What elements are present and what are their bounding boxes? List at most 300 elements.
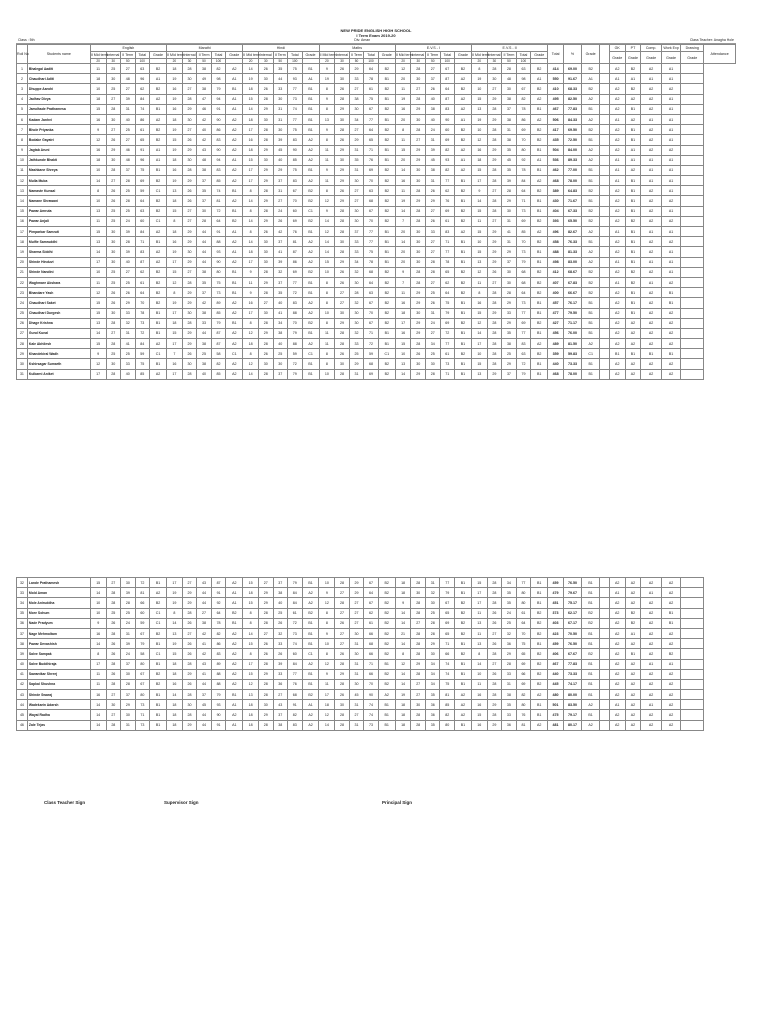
subject-header: Hindi	[243, 45, 319, 52]
mark-cell: B1	[378, 247, 395, 257]
mark-cell: 29	[502, 298, 517, 308]
attendance	[681, 74, 704, 84]
mark-cell: 29	[182, 298, 197, 308]
table-row	[17, 84, 736, 94]
mark-cell: B1	[378, 710, 395, 720]
mark-cell: 31	[425, 578, 440, 588]
mark-cell: A2	[226, 114, 243, 124]
mark-cell: 8	[243, 186, 259, 196]
mark-cell: 73	[440, 359, 455, 369]
percentage: 66.67	[563, 288, 581, 298]
sub-column-header: II Term	[274, 53, 286, 57]
spacer-cell	[600, 618, 610, 628]
mark-cell: 28	[487, 298, 502, 308]
mark-cell: B2	[455, 125, 472, 135]
mark-cell: 96	[135, 155, 150, 165]
spacer-cell	[600, 237, 610, 247]
table-row	[17, 257, 736, 267]
overall-grade: B2	[582, 288, 600, 298]
mark-cell: 27	[425, 247, 440, 257]
mark-cell: 27	[182, 125, 197, 135]
mark-cell: 16	[395, 328, 411, 338]
mark-cell: A1	[226, 247, 243, 257]
extra-grade: A2	[609, 649, 625, 659]
mark-cell: 19	[167, 176, 183, 186]
mark-cell: B2	[378, 298, 395, 308]
mark-cell: 71	[135, 710, 150, 720]
mark-cell: 29	[258, 277, 273, 287]
mark-cell: B2	[454, 608, 471, 618]
mark-cell: 70	[288, 196, 303, 206]
student-name: Bodake Gayatri	[27, 135, 90, 145]
mark-cell: B1	[531, 588, 548, 598]
mark-cell: 43	[197, 578, 212, 588]
mark-cell: B1	[302, 227, 319, 237]
mark-cell: 36	[502, 639, 517, 649]
percentage: 72.50	[563, 135, 581, 145]
overall-grade: B1	[582, 639, 600, 649]
mark-cell: 11	[319, 679, 335, 689]
mark-cell: 15	[243, 94, 259, 104]
extra-grade: A2	[609, 659, 625, 669]
mark-cell: 28	[411, 710, 426, 720]
mark-cell: 77	[288, 669, 303, 679]
mark-cell: 74	[364, 710, 379, 720]
mark-cell: 27	[259, 578, 274, 588]
mark-cell: 14	[395, 669, 411, 679]
mark-cell: B2	[378, 206, 395, 216]
mark-cell: 73	[135, 318, 150, 328]
mark-cell: 14	[395, 679, 411, 689]
mark-cell: 29	[182, 257, 197, 267]
sub-column-header: II Mid term	[319, 53, 337, 57]
mark-cell: 29	[502, 649, 517, 659]
mark-cell: 30	[106, 700, 121, 710]
mark-cell: 12	[395, 64, 411, 74]
mark-cell: 8	[243, 206, 259, 216]
principal-signature: Principal Sign	[382, 800, 413, 805]
mark-cell: 40	[121, 257, 136, 267]
mark-cell: 32	[349, 298, 364, 308]
percentage: 73.33	[563, 669, 581, 679]
mark-cell: 18	[243, 710, 259, 720]
mark-cell: 43	[273, 700, 288, 710]
mark-cell: B2	[531, 267, 548, 277]
mark-cell: 29	[182, 720, 197, 730]
mark-cell: 29	[335, 145, 350, 155]
mark-cell: 32	[349, 328, 364, 338]
mark-cell: B1	[226, 267, 243, 277]
extra-grade-header: Grade	[625, 52, 641, 64]
mark-cell: 28	[487, 679, 502, 689]
mark-cell: 39	[121, 94, 136, 104]
mark-cell: B1	[454, 639, 471, 649]
sub-column-header: Total	[516, 52, 531, 59]
mark-cell: 30	[106, 247, 121, 257]
mark-cell: 63	[135, 64, 150, 74]
mark-cell: 28	[411, 608, 426, 618]
mark-cell: A2	[226, 659, 243, 669]
mark-cell: 26	[425, 84, 440, 94]
extra-grade: A2	[641, 679, 662, 689]
max-marks-cell: 100	[364, 59, 379, 64]
extra-grade: A2	[661, 588, 680, 598]
mark-cell: 82	[440, 145, 455, 155]
extra-grade: A2	[641, 669, 662, 679]
mark-cell: B2	[378, 679, 395, 689]
mark-cell: 35	[425, 720, 440, 730]
mark-cell: 18	[167, 669, 183, 679]
total-marks: 481	[548, 720, 564, 730]
mark-cell: 31	[121, 628, 136, 638]
extra-grade: B1	[625, 649, 641, 659]
mark-cell: 67	[364, 298, 379, 308]
overall-grade: A2	[582, 247, 600, 257]
mark-cell: 38	[273, 720, 288, 730]
percentage: 78.00	[563, 369, 581, 379]
mark-cell: C1	[150, 649, 167, 659]
mark-cell: 26	[273, 649, 288, 659]
mark-cell: 18	[395, 588, 411, 598]
mark-cell: 30	[502, 206, 517, 216]
spacer-cell	[600, 277, 610, 287]
mark-cell: 28	[335, 659, 350, 669]
mark-cell: 44	[197, 588, 212, 598]
mark-cell: 30	[487, 74, 502, 84]
mark-cell: 35	[273, 288, 288, 298]
mark-cell: C1	[150, 349, 167, 359]
mark-cell: 75	[135, 165, 150, 175]
mark-cell: B2	[150, 206, 167, 216]
mark-cell: 88	[288, 308, 303, 318]
overall-grade: B1	[582, 588, 600, 598]
mark-cell: 18	[167, 720, 183, 730]
extra-grade: A1	[641, 659, 662, 669]
mark-cell: A2	[455, 74, 472, 84]
mark-cell: 86	[135, 114, 150, 124]
mark-cell: 27	[335, 298, 350, 308]
total-marks: 496	[548, 227, 564, 237]
mark-cell: 38	[502, 135, 517, 145]
mark-cell: 28	[487, 176, 502, 186]
mark-cell: 27	[273, 196, 288, 206]
mark-cell: B2	[302, 690, 319, 700]
mark-cell: 19	[167, 247, 183, 257]
extra-grade: A2	[641, 339, 662, 349]
spacer-cell	[600, 196, 610, 206]
sub-column-header: II Term	[427, 53, 439, 57]
mark-cell: A2	[455, 227, 472, 237]
mark-cell: 21	[395, 628, 411, 638]
mark-cell: 14	[395, 618, 411, 628]
mark-cell: B1	[150, 710, 167, 720]
table-row	[17, 94, 736, 104]
mark-cell: 16	[395, 104, 411, 114]
mark-cell: 34	[502, 578, 517, 588]
mark-cell: 17	[90, 369, 106, 379]
overall-grade: B1	[582, 679, 600, 689]
spacer-cell	[600, 227, 610, 237]
mark-cell: 70	[364, 308, 379, 318]
mark-cell: 29	[182, 328, 197, 338]
mark-cell: 15	[471, 710, 487, 720]
student-name: Salve Sampak	[27, 649, 90, 659]
extra-grade: A2	[609, 369, 625, 379]
student-name: Kale Abhilesh	[27, 339, 90, 349]
mark-cell: 29	[259, 598, 274, 608]
mark-cell: 14	[243, 64, 259, 74]
attendance	[681, 339, 704, 349]
mark-cell: B2	[455, 135, 472, 145]
mark-cell: 64	[440, 288, 455, 298]
mark-cell: 69	[440, 135, 455, 145]
mark-cell: 30	[106, 308, 121, 318]
percentage: 71.17	[563, 318, 581, 328]
extra-grade: A1	[661, 94, 680, 104]
mark-cell: 11	[471, 277, 487, 287]
mark-cell: 28	[106, 588, 121, 598]
mark-cell: 60	[288, 649, 303, 659]
mark-cell: 38	[273, 328, 288, 338]
mark-cell: 28	[259, 618, 274, 628]
percentage: 68.67	[563, 267, 581, 277]
mark-cell: 30	[335, 700, 350, 710]
mark-cell: 29	[502, 318, 517, 328]
mark-cell: 28	[411, 186, 426, 196]
mark-cell: 33	[502, 710, 517, 720]
mark-cell: 88	[211, 237, 226, 247]
extra-grade: A2	[641, 135, 662, 145]
spacer-cell	[600, 639, 610, 649]
mark-cell: 27	[411, 84, 426, 94]
mark-cell: 58	[135, 649, 150, 659]
mark-cell: 29	[411, 328, 426, 338]
overall-grade: A2	[582, 257, 600, 267]
mark-cell: A2	[302, 710, 319, 720]
mark-cell: 27	[273, 690, 288, 700]
mark-cell: 17	[471, 598, 487, 608]
max-marks-cell: 20	[395, 59, 411, 64]
mark-cell: 26	[425, 216, 440, 226]
table-row	[17, 176, 736, 186]
mark-cell: 64	[364, 277, 379, 287]
mark-cell: 67	[135, 679, 150, 689]
mark-cell: B1	[226, 186, 243, 196]
mark-cell: 70	[364, 216, 379, 226]
mark-cell: 15	[471, 206, 487, 216]
extra-grade: A1	[661, 114, 680, 124]
roll-no: 41	[17, 669, 28, 679]
mark-cell: B2	[302, 196, 319, 206]
mark-cell: 15	[471, 308, 487, 318]
mark-cell: 44	[197, 710, 212, 720]
mark-cell: 38	[197, 165, 212, 175]
mark-cell: 16	[471, 700, 487, 710]
extra-grade: A2	[641, 318, 662, 328]
mark-cell: 74	[364, 700, 379, 710]
mark-cell: 28	[106, 628, 121, 638]
mark-cell: 30	[258, 308, 273, 318]
mark-cell: 14	[471, 659, 487, 669]
roll-no: 39	[17, 649, 28, 659]
extra-grade: A2	[661, 145, 680, 155]
mark-cell: A2	[226, 257, 243, 267]
percentage: 73.33	[563, 359, 581, 369]
attendance	[681, 216, 704, 226]
table-row	[17, 288, 736, 298]
mark-cell: 19	[167, 145, 183, 155]
mark-cell: 11	[319, 155, 335, 165]
mark-cell: A1	[226, 588, 243, 598]
mark-cell: C1	[226, 349, 243, 359]
total-marks: 440	[548, 359, 564, 369]
extra-grade: A2	[661, 339, 680, 349]
extra-subject-header: GK	[609, 45, 625, 52]
percentage: 70.50	[563, 628, 581, 638]
mark-cell: 28	[487, 104, 502, 114]
mark-cell: 28	[259, 720, 274, 730]
mark-cell: 18	[395, 308, 411, 318]
max-marks-cell: 100	[135, 59, 150, 64]
mark-cell: 25	[121, 206, 136, 216]
roll-no: 43	[17, 690, 28, 700]
mark-cell: A2	[531, 114, 548, 124]
percentage: 71.67	[563, 196, 581, 206]
max-marks-cell: 20	[167, 59, 183, 64]
mark-cell: 9	[395, 598, 411, 608]
mark-cell: B2	[455, 349, 472, 359]
mark-cell: 91	[211, 227, 226, 237]
mark-cell: C1	[150, 618, 167, 628]
mark-cell: 25	[349, 349, 364, 359]
mark-cell: 91	[211, 720, 226, 730]
mark-cell: 14	[243, 104, 259, 114]
school-name: NEW PRIDE ENGLISH HIGH SCHOOL	[340, 28, 412, 33]
mark-cell: 75	[288, 125, 303, 135]
mark-cell: B2	[378, 369, 395, 379]
extra-grade: B1	[661, 608, 680, 618]
mark-cell: 29	[335, 257, 350, 267]
mark-cell: 77	[364, 114, 379, 124]
mark-cell: A2	[302, 257, 319, 267]
mark-cell: 69	[288, 267, 303, 277]
roll-no: 44	[17, 700, 28, 710]
mark-cell: 26	[182, 135, 197, 145]
mark-cell: B1	[531, 196, 548, 206]
mark-cell: 64	[364, 64, 379, 74]
mark-cell: 90	[211, 710, 226, 720]
mark-cell: A2	[455, 165, 472, 175]
mark-cell: B2	[302, 186, 319, 196]
extra-grade: A2	[609, 298, 625, 308]
mark-cell: 29	[258, 176, 273, 186]
mark-cell: 16	[167, 359, 183, 369]
mark-cell: 27	[349, 710, 364, 720]
max-marks-cell: 100	[288, 59, 303, 64]
percentage: 79.17	[563, 710, 581, 720]
attendance	[681, 237, 704, 247]
mark-cell: A2	[226, 710, 243, 720]
mark-cell: 13	[90, 206, 106, 216]
mark-cell: 16	[167, 165, 183, 175]
mark-cell: B1	[150, 104, 167, 114]
mark-cell: B1	[531, 700, 548, 710]
mark-cell: 29	[411, 318, 426, 328]
extra-grade: A1	[641, 176, 662, 186]
mark-cell: 37	[197, 288, 212, 298]
mark-cell: 29	[182, 339, 197, 349]
mark-cell: A2	[302, 588, 319, 598]
total-marks: 410	[548, 84, 564, 94]
max-marks-cell: 50	[502, 59, 517, 64]
mark-cell: A2	[150, 247, 167, 257]
mark-cell: B1	[378, 227, 395, 237]
extra-grade: A1	[661, 206, 680, 216]
sub-column-header: Total	[135, 52, 150, 59]
mark-cell: B2	[378, 186, 395, 196]
mark-cell: B2	[378, 125, 395, 135]
mark-cell: 40	[197, 369, 212, 379]
mark-cell: 19	[167, 588, 183, 598]
mark-cell: 75	[288, 165, 303, 175]
mark-cell: 27	[106, 328, 121, 338]
mark-cell: C1	[378, 349, 395, 359]
mark-cell: 26	[106, 618, 121, 628]
mark-cell: B1	[531, 104, 548, 114]
mark-cell: 12	[319, 659, 335, 669]
mark-cell: 66	[364, 669, 379, 679]
mark-cell: 67	[440, 64, 455, 74]
extra-grade: A2	[641, 237, 662, 247]
mark-cell: 27	[335, 588, 350, 598]
extra-grade: A2	[625, 720, 641, 730]
mark-cell: 26	[425, 186, 440, 196]
mark-cell: 27	[106, 125, 121, 135]
mark-cell: B1	[150, 328, 167, 338]
student-name: Chaudhari Durgesh	[27, 308, 90, 318]
mark-cell: 98	[516, 74, 531, 84]
spacer-cell	[600, 720, 610, 730]
mark-cell: 28	[121, 196, 136, 206]
sub-column-header: Internal	[488, 53, 501, 57]
mark-cell: 28	[182, 690, 197, 700]
max-marks-cell: 30	[335, 59, 350, 64]
mark-cell: 90	[440, 114, 455, 124]
mark-cell: 8	[90, 649, 106, 659]
student-name: Shinde Nandini	[27, 267, 90, 277]
mark-cell: 8	[319, 649, 335, 659]
mark-cell: 33	[349, 339, 364, 349]
mark-cell: 34	[349, 114, 364, 124]
mark-cell: A1	[150, 74, 167, 84]
mark-cell: 10	[471, 349, 487, 359]
mark-cell: 20	[395, 227, 411, 237]
mark-cell: 87	[440, 94, 455, 104]
percentage: 80.00	[563, 690, 581, 700]
mark-cell: A2	[226, 165, 243, 175]
mark-cell: 29	[182, 669, 197, 679]
mark-cell: 18	[167, 659, 183, 669]
overall-grade: B1	[582, 104, 600, 114]
mark-cell: 25	[425, 608, 440, 618]
extra-grade-header: Grade	[641, 52, 662, 64]
mark-cell: A1	[531, 155, 548, 165]
total-header: Total	[548, 45, 564, 64]
mark-cell: 30	[258, 74, 273, 84]
mark-cell: 9	[243, 288, 259, 298]
student-name: Chaudhari Aditi	[27, 74, 90, 84]
mark-cell: 73	[135, 720, 150, 730]
